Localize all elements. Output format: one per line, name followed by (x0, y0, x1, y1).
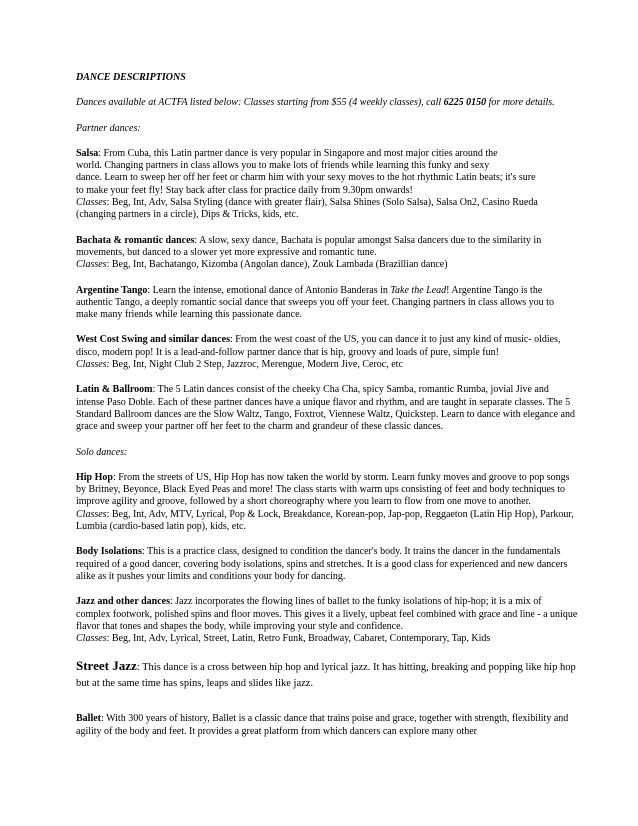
salsa-classes (76, 197, 578, 222)
solo-dances-label: Solo dances: (76, 446, 128, 458)
dance-name: Street Jazz (76, 658, 137, 674)
westcoast-description (76, 334, 578, 359)
dance-name: Body Isolations (76, 546, 142, 558)
description-text: : With 300 years of history, Ballet is a classic dance that trains poise and grace, together with strength, flexibility and agility of the body and feet. It provides a great platform from which dancers can explore many other (76, 713, 569, 737)
salsa-description (76, 148, 578, 197)
tango-entry (76, 285, 578, 322)
intro-text-end: for more details. (486, 97, 555, 109)
hiphop-entry (76, 472, 578, 533)
description-text: : The 5 Latin dances consist of the cheeky Cha Cha, spicy Samba, romantic Rumba, jovial Jive and intense Paso Doble. Each of these partner dances have a unique flavor and rhythm, and are taught in separate classes. The 5 Standard Ballroom dances are the Slow Waltz, Tango, Foxtrot, Viennese Waltz, Quickstep. Learn to dance with elegance and grace and sweep your partner off her feet to the charm and grandeur of these classic dances. (76, 384, 575, 433)
latin-ballroom-entry (76, 384, 578, 433)
tango-description (76, 285, 578, 322)
dance-name: Bachata & romantic dances (76, 234, 195, 246)
dance-name: Salsa (76, 147, 99, 159)
dance-name: Ballet (76, 713, 101, 725)
classes-list: : Beg, Int, Night Club 2 Step, Jazzroc, Merengue, Modern Jive, Ceroc, etc (106, 359, 403, 371)
intro-text: Dances available at ACTFA listed below: Classes starting from $55 (4 weekly classes), call (76, 97, 444, 109)
dance-name: Hip Hop (76, 471, 113, 483)
phone-number: 6225 0150 (443, 97, 487, 109)
description-text: : Learn the intense, emotional dance of Antonio Banderas in (147, 284, 391, 296)
classes-list: : Beg, Int, Bachatango, Kizomba (Angolan dance), Zouk Lambada (Brazillian dance) (106, 259, 448, 271)
film-title: Take the Lead (390, 284, 447, 296)
dance-name: Latin & Ballroom (76, 384, 153, 396)
jazz-entry (76, 596, 578, 645)
bachata-classes (76, 259, 578, 271)
classes-label: Classes (76, 359, 107, 371)
page-title: DANCE DESCRIPTIONS (76, 72, 186, 83)
description-text: : This is a practice class, designed to condition the dancer's body. It trains the dancer in the fundamentals required of a good dancer, covering body isolations, spins and stretches. It is a good class for experienced and new dancers alike as it pushes your limits and conditions your body for dancing. (76, 546, 568, 582)
classes-label: Classes (76, 633, 107, 645)
classes-label: Classes (76, 508, 107, 520)
partner-dances-label: Partner dances: (76, 122, 141, 134)
classes-list: : Beg, Int, Adv, MTV, Lyrical, Pop & Lock, Breakdance, Korean-pop, Jap-pop, Reggaeton (Latin Hip Hop), Parkour, Lumbia (cardio-based latin pop), kids, etc. (76, 508, 574, 533)
classes-list: : Beg, Int, Adv, Lyrical, Street, Latin, Retro Funk, Broadway, Cabaret, Contemporary, Tap, Kids (106, 633, 491, 645)
classes-list: : Beg, Int, Adv, Salsa Styling (dance with greater flair), Salsa Shines (Solo Salsa), Salsa On2, Casino Rueda (changing partners in a circle), Dips & Tricks, kids, etc. (76, 197, 538, 221)
intro-paragraph (76, 97, 578, 109)
description-text: : A slow, sexy dance, Bachata is popular amongst Salsa dancers due to the similarity in movements, but danced to a slower yet more expressive and romantic tune. (76, 234, 542, 258)
westcoast-classes (76, 359, 578, 371)
bachata-entry (76, 235, 578, 272)
streetjazz-entry (76, 658, 578, 691)
westcoast-entry (76, 334, 578, 371)
salsa-line-3: dance. Learn to sweep her off her feet or charm him with your sexy moves to the hot rhythmic Latin beats; it's sure (76, 172, 536, 184)
jazz-classes (76, 633, 578, 645)
hiphop-description (76, 472, 578, 509)
ballet-description (76, 713, 578, 738)
description-text-end: ! Argentine Tango is the authentic Tango, a deeply romantic social dance that sweeps you off your feet. Changing partners in class allows you to make many friends while learning this passionate dance. (76, 284, 554, 321)
jazz-description (76, 596, 578, 633)
salsa-line-2: world. Changing partners in class allows you to make lots of friends while learning this funky and sexy (76, 160, 490, 172)
description-text: : From the streets of US, Hip Hop has now taken the world by storm. Learn funky moves and groove to pop songs by Britney, Beyonce, Black Eyed Peas and more! The class starts with warm ups consisting of feet and body techniques to improve agility and groove, followed by a short choreography where you learn to flow from one move to another. (76, 471, 570, 508)
salsa-line-4: to make your feet fly! Stay back after class for practice daily from 9.30pm onwards! (76, 184, 413, 196)
isolations-entry (76, 546, 578, 583)
ballet-entry (76, 713, 578, 738)
dance-name: Argentine Tango (76, 284, 148, 296)
isolations-description (76, 546, 578, 583)
salsa-line-1: : From Cuba, this Latin partner dance is very popular in Singapore and most major cities around the (98, 147, 498, 159)
streetjazz-description (76, 658, 578, 691)
description-text: : From the west coast of the US, you can dance it to just any kind of music- oldies, disco, modern pop! It is a lead-and-follow partner dance that is hip, groovy and loads of pure, simple fun! (76, 334, 561, 358)
classes-label: Classes (76, 197, 107, 209)
hiphop-classes (76, 509, 578, 534)
description-text: : Jazz incorporates the flowing lines of ballet to the funky isolations of hip-hop; it is a mix of complex footwork, polished spins and floor moves. This gives it a lively, upbeat feel combined with grace and line - a unique flavor that tones and shapes the body, while improving your style and confidence. (76, 596, 578, 632)
classes-label: Classes (76, 259, 107, 271)
bachata-description (76, 235, 578, 260)
dance-name: Jazz and other dances (76, 596, 170, 608)
latin-ballroom-description (76, 384, 578, 433)
salsa-entry (76, 148, 578, 222)
description-text: : This dance is a cross between hip hop and lyrical jazz. It has hitting, breaking and popping like hip hop but at the same time has spins, leaps and slides like jazz. (76, 662, 576, 689)
dance-name: West Cost Swing and similar dances (76, 334, 231, 346)
